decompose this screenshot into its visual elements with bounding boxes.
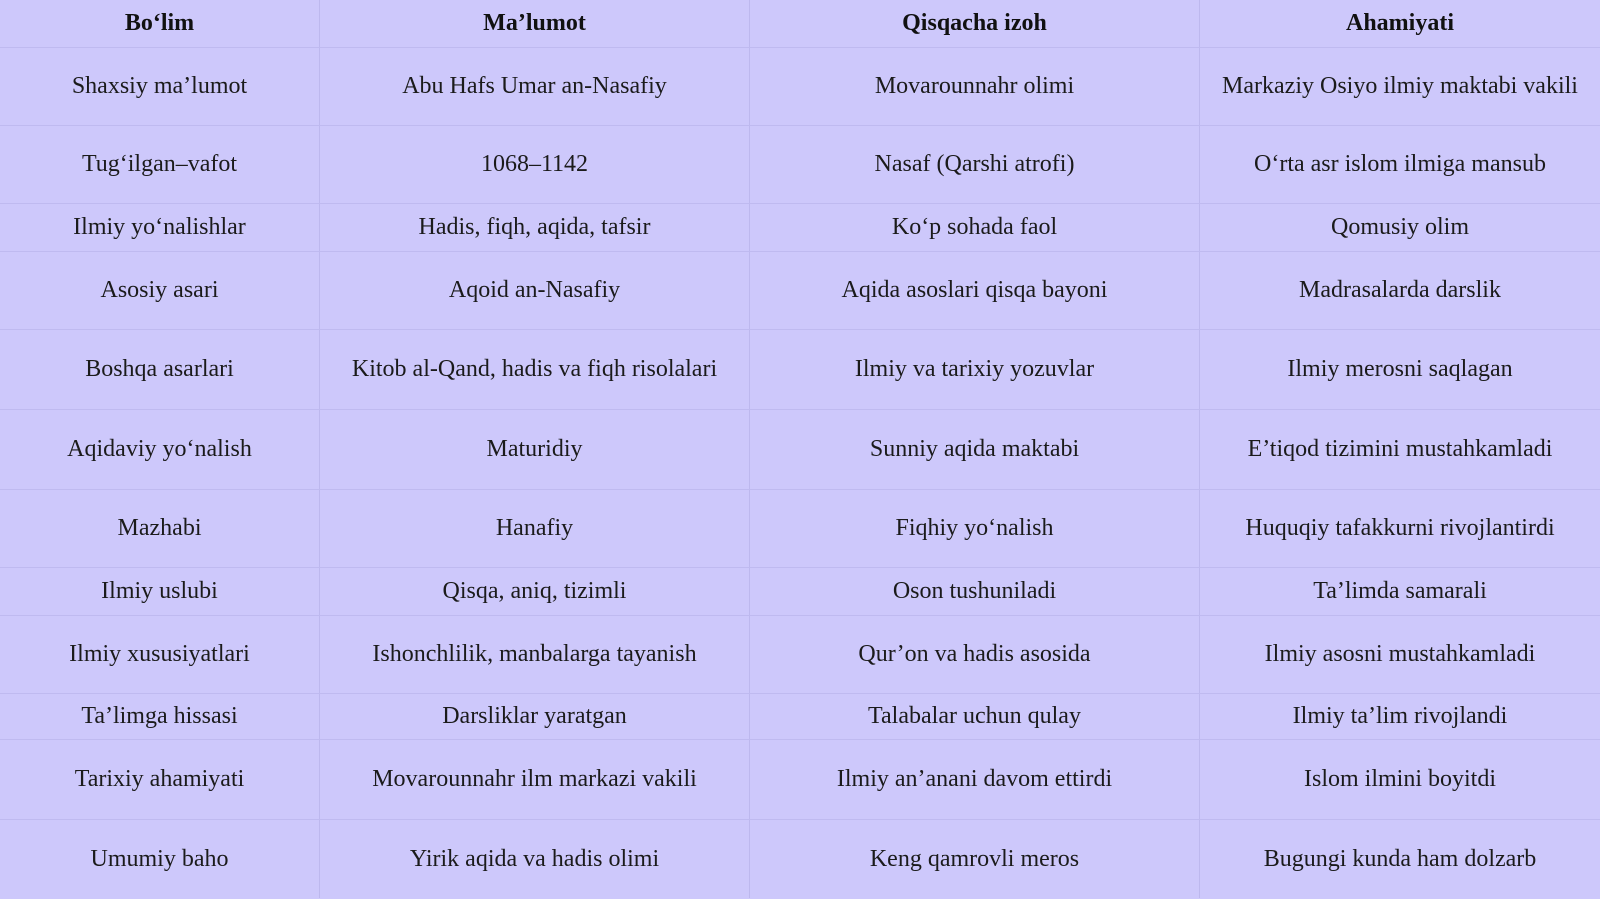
column-header: Ahamiyati	[1200, 0, 1600, 48]
table-cell: Ilmiy merosni saqlagan	[1200, 330, 1600, 410]
table-cell: Aqidaviy yo‘nalish	[0, 410, 320, 490]
table-cell: Islom ilmini boyitdi	[1200, 740, 1600, 820]
table-cell: Nasaf (Qarshi atrofi)	[750, 126, 1200, 204]
table-cell: Ishonchlilik, manbalarga tayanish	[320, 616, 750, 694]
table-cell: Aqida asoslari qisqa bayoni	[750, 252, 1200, 330]
table-cell: E’tiqod tizimini mustahkamladi	[1200, 410, 1600, 490]
table-cell: 1068–1142	[320, 126, 750, 204]
table-cell: Qomusiy olim	[1200, 204, 1600, 252]
table-cell: Kitob al-Qand, hadis va fiqh risolalari	[320, 330, 750, 410]
table-cell: Asosiy asari	[0, 252, 320, 330]
column-header: Ma’lumot	[320, 0, 750, 48]
table-cell: Hadis, fiqh, aqida, tafsir	[320, 204, 750, 252]
table-cell: Abu Hafs Umar an-Nasafiy	[320, 48, 750, 126]
table-cell: Ilmiy an’anani davom ettirdi	[750, 740, 1200, 820]
table-cell: Aqoid an-Nasafiy	[320, 252, 750, 330]
table-cell: Ko‘p sohada faol	[750, 204, 1200, 252]
table-cell: O‘rta asr islom ilmiga mansub	[1200, 126, 1600, 204]
table-cell: Umumiy baho	[0, 820, 320, 898]
table-cell: Ilmiy uslubi	[0, 568, 320, 616]
table-cell: Fiqhiy yo‘nalish	[750, 490, 1200, 568]
table-cell: Tarixiy ahamiyati	[0, 740, 320, 820]
table-cell: Mazhabi	[0, 490, 320, 568]
table-cell: Ilmiy ta’lim rivojlandi	[1200, 694, 1600, 740]
table-cell: Talabalar uchun qulay	[750, 694, 1200, 740]
table-cell: Tug‘ilgan–vafot	[0, 126, 320, 204]
table-cell: Madrasalarda darslik	[1200, 252, 1600, 330]
table-cell: Ilmiy va tarixiy yozuvlar	[750, 330, 1200, 410]
table-cell: Huquqiy tafakkurni rivojlantirdi	[1200, 490, 1600, 568]
table-cell: Movarounnahr ilm markazi vakili	[320, 740, 750, 820]
table-cell: Shaxsiy ma’lumot	[0, 48, 320, 126]
table-cell: Ta’limda samarali	[1200, 568, 1600, 616]
table-cell: Bugungi kunda ham dolzarb	[1263, 845, 1537, 872]
table-cell: Movarounnahr olimi	[750, 48, 1200, 126]
table-cell: Keng qamrovli meros	[750, 820, 1200, 898]
table-cell: Markaziy Osiyo ilmiy maktabi vakili	[1200, 48, 1600, 126]
table-cell: Qisqa, aniq, tizimli	[320, 568, 750, 616]
table-cell: Ilmiy asosni mustahkamladi	[1200, 616, 1600, 694]
table-cell: Hanafiy	[320, 490, 750, 568]
table-cell: Darsliklar yaratgan	[320, 694, 750, 740]
table-cell: Yirik aqida va hadis olimi	[320, 820, 750, 898]
table-cell: Maturidiy	[320, 410, 750, 490]
table-cell: Oson tushuniladi	[750, 568, 1200, 616]
column-header: Bo‘lim	[0, 0, 320, 48]
table-cell: Ta’limga hissasi	[0, 694, 320, 740]
table-cell: Boshqa asarlari	[0, 330, 320, 410]
table-cell: Qur’on va hadis asosida	[750, 616, 1200, 694]
table-cell: Sunniy aqida maktabi	[750, 410, 1200, 490]
table-cell: Ilmiy xususiyatlari	[0, 616, 320, 694]
table-cell: Ilmiy yo‘nalishlar	[0, 204, 320, 252]
column-header: Qisqacha izoh	[750, 0, 1200, 48]
